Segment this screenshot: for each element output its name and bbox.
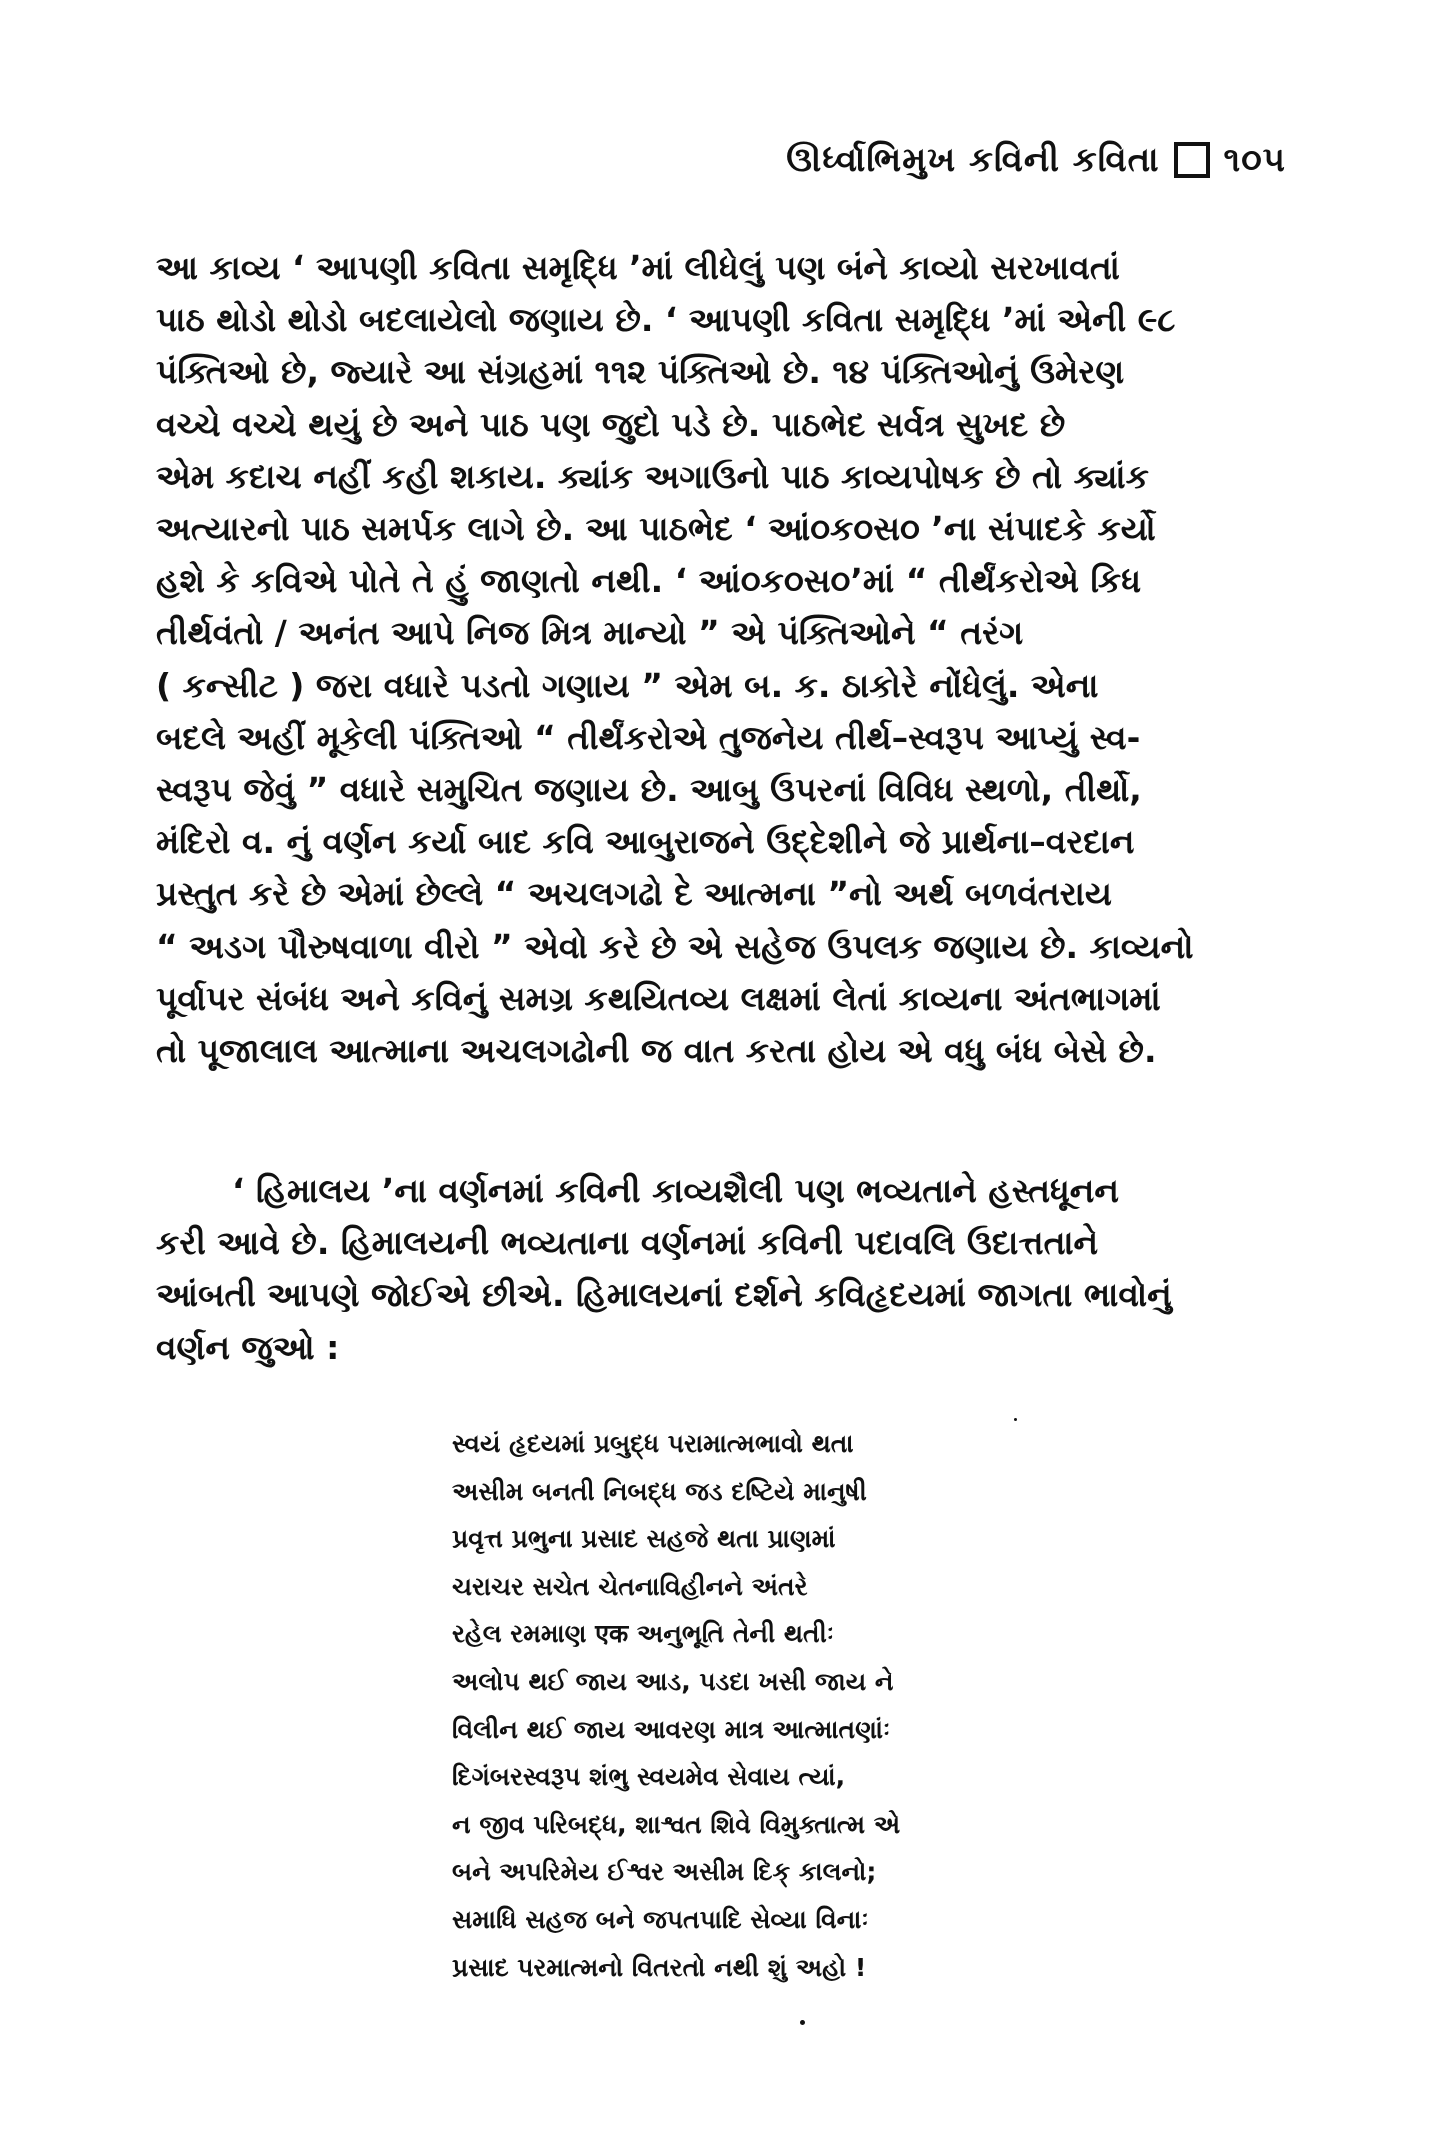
text-line: તીર્થવંતો / અનંત આપે નિજ મિત્ર માન્યો ” એ પંક્તિઓને “ તરંગ [156, 613, 1024, 653]
text-line: તો પૂજાલાલ આત્માના અચલગઢોની જ વાત કરતા હોય એ વધુ બંધ બેસે છે. [156, 1031, 1157, 1071]
poem-line: બને અપરિમેય ઈશ્વર અસીમ દિક્ કાલનો; [452, 1857, 877, 1887]
poem-line: ચરાચર સચેત ચેતનાવિહીનને અંતરે [452, 1571, 808, 1601]
poem-line: ન જીવ પરિબદ્ધ, શાશ્વત શિવે વિમુક્તાત્મ એ [452, 1809, 901, 1839]
poem-line: પ્રસાદ પરમાત્મનો વિતરતો નથી શું અહો ! [452, 1952, 867, 1982]
body-paragraph-1 [156, 242, 1286, 1077]
text-line: અત્યારનો પાઠ સમર્પક લાગે છે. આ પાઠભેદ ‘ આં૦ક૦સ૦ ’ના સંપાદકે કર્યો [156, 509, 1156, 549]
page-number: ૧૦૫ [1223, 140, 1286, 180]
text-line: પ્રસ્તુત કરે છે એમાં છેલ્લે “ અચલગઢો દે આત્મના ”નો અર્થ બળવંતરાય [156, 874, 1112, 914]
text-line: પંક્તિઓ છે, જ્યારે આ સંગ્રહમાં ૧૧૨ પંક્તિઓ છે. ૧૪ પંક્તિઓનું ઉમેરણ [156, 352, 1125, 392]
text-line: પાઠ થોડો થોડો બદલાયેલો જણાય છે. ‘ આપણી કવિતા સમૃદ્ધિ ’માં એની ૯૮ [156, 300, 1176, 340]
end-dot [800, 2020, 805, 2025]
text-line: મંદિરો વ. નું વર્ણન કર્યા બાદ કવિ આબુરાજને ઉદ્દેશીને જે પ્રાર્થના–વરદાન [156, 822, 1135, 862]
text-line: હશે કે કવિએ પોતે તે હું જાણતો નથી. ‘ આં૦ક૦સ૦’માં “ તીર્થંકરોએ કિધ [156, 561, 1142, 601]
poem-line: સ્વયં હૃદયમાં પ્રબુદ્ધ પરામાત્મભાવો થતા [452, 1429, 854, 1458]
text-line: કરી આવે છે. હિમાલયની ભવ્યતાના વર્ણનમાં કવિની પદાવલિ ઉદાત્તતાને [156, 1223, 1099, 1263]
body-paragraph-2 [156, 1165, 1286, 1374]
text-line: “ અડગ પૌરુષવાળા વીરો ” એવો કરે છે એ સહેજ ઉપલક જણાય છે. કાવ્યનો [156, 926, 1194, 966]
poem-line: સમાધિ સહજ બને જપતપાદિ સેવ્યા વિનાઃ [452, 1904, 869, 1934]
poem-line: અસીમ બનતી નિબદ્ધ જડ દષ્ટિયે માનુષી [452, 1476, 867, 1506]
text-line: સ્વરૂપ જેવું ” વધારે સમુચિત જણાય છે. આબુ ઉપરનાં વિવિધ સ્થળો, તીર્થો, [156, 770, 1142, 810]
running-title: ઊર્ધ્વાભિમુખ કવિની કવિતા [786, 140, 1160, 180]
poem-line: દિગંબરસ્વરૂપ શંભુ સ્વયમેવ સેવાય ત્યાં, [452, 1762, 846, 1792]
text-line: એમ કદાચ નહીં કહી શકાય. ક્યાંક અગાઉનો પાઠ કાવ્યપોષક છે તો ક્યાંક [156, 456, 1149, 496]
text-line: ( કન્સીટ ) જરા વધારે પડતો ગણાય ” એમ બ. ક. ઠાકોરે નોંધેલું. એના [156, 665, 1099, 705]
text-line: બદલે અહીં મૂકેલી પંક્તિઓ “ તીર્થંકરોએ તુજનેય તીર્થ–સ્વરૂપ આપ્યું સ્વ- [156, 717, 1141, 757]
text-line: આ કાવ્ય ‘ આપણી કવિતા સમૃદ્ધિ ’માં લીધેલું પણ બંને કાવ્યો સરખાવતાં [156, 248, 1120, 287]
running-header [786, 140, 1286, 180]
text-line: આંબતી આપણે જોઈએ છીએ. હિમાલયનાં દર્શને કવિહૃદયમાં જાગતા ભાવોનું [156, 1275, 1172, 1315]
square-icon [1174, 142, 1210, 178]
quoted-poem [452, 1420, 1032, 1991]
poem-line: અલોપ થઈ જાય આડ, પડદા ખસી જાય ને [452, 1666, 894, 1696]
poem-line: પ્રવૃત્ત પ્રભુના પ્રસાદ સહજે થતા પ્રાણમાં [452, 1524, 836, 1554]
poem-line: વિલીન થઈ જાય આવરણ માત્ર આત્માતણાંઃ [452, 1714, 891, 1744]
poem-line: રહેલ રમમાણ एक અનુભૂતિ તેની થતીઃ [452, 1619, 834, 1649]
text-line: ‘ હિમાલય ’ના વર્ણનમાં કવિની કાવ્યશૈલી પણ ભવ્યતાને હસ્તધૂનન [232, 1171, 1119, 1210]
text-line: પૂર્વાપર સંબંધ અને કવિનું સમગ્ર કથયિતવ્ય લક્ષમાં લેતાં કાવ્યના અંતભાગમાં [156, 978, 1161, 1018]
text-line: વર્ણન જુઓ : [156, 1327, 340, 1367]
text-line: વચ્ચે વચ્ચે થયું છે અને પાઠ પણ જુદો પડે છે. પાઠભેદ સર્વત્ર સુખદ છે [156, 404, 1066, 444]
